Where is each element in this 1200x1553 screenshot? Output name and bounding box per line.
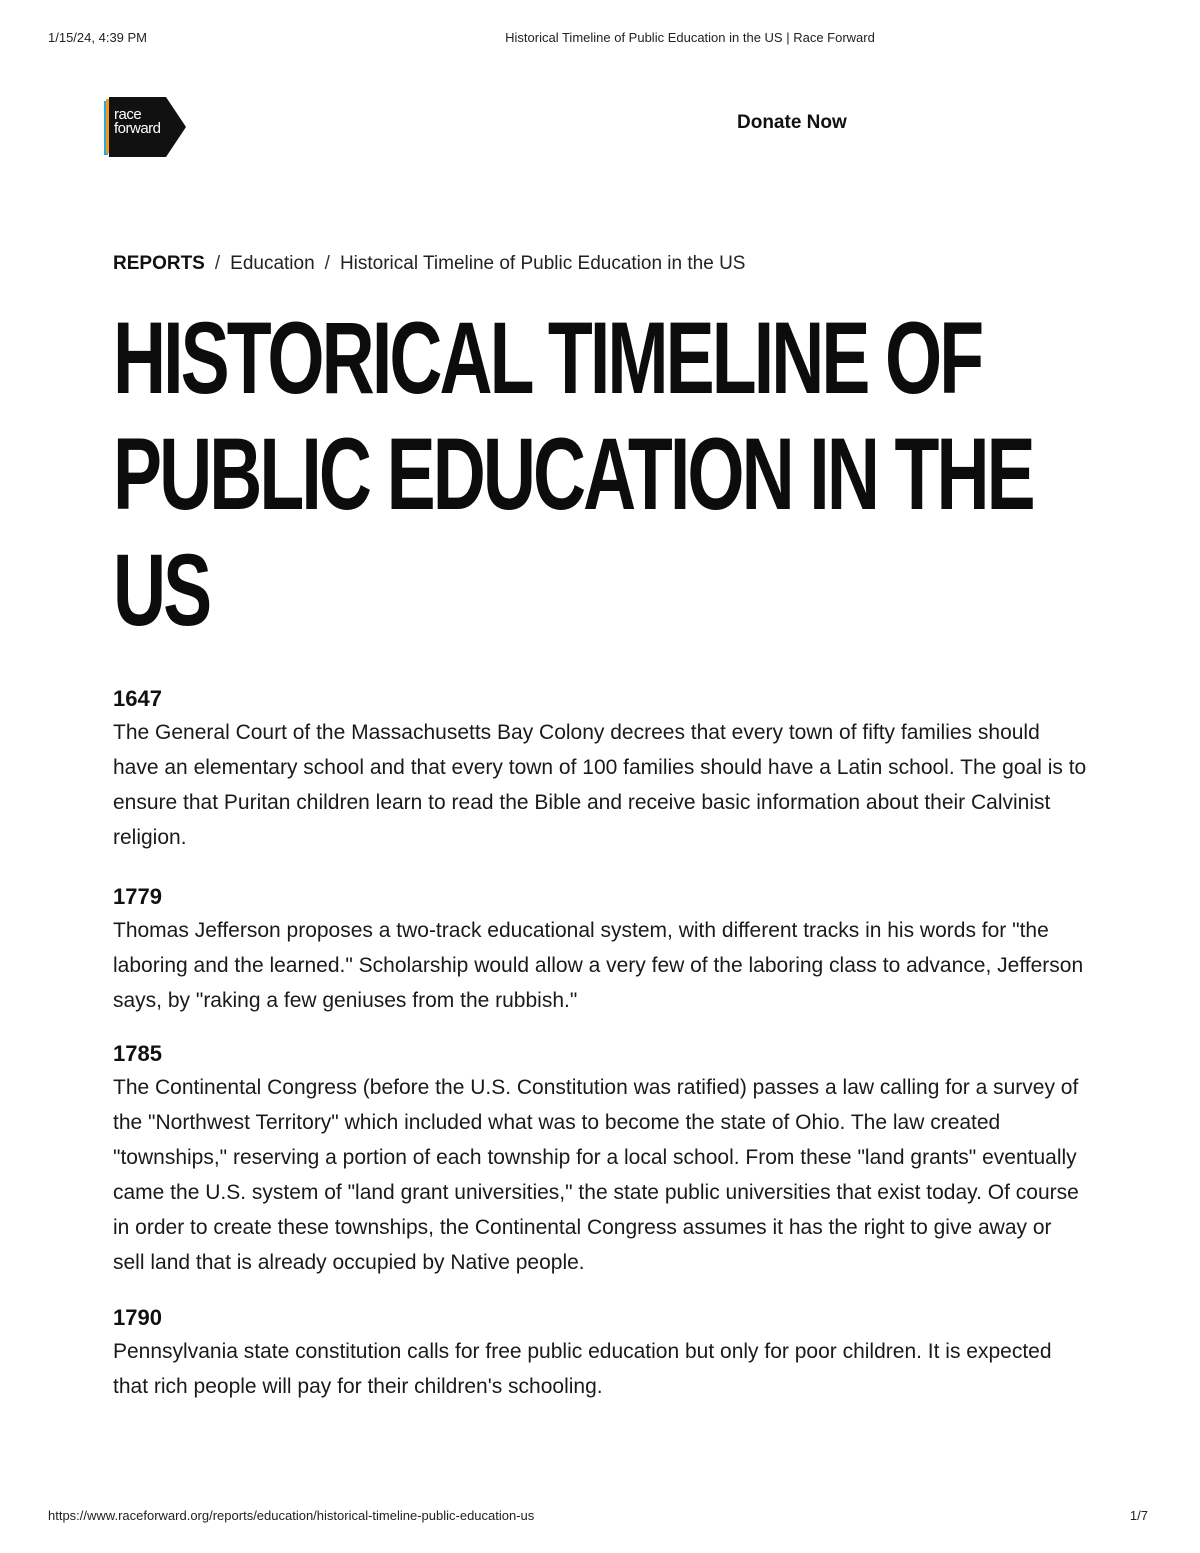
timeline	[113, 685, 1088, 1404]
breadcrumb-reports-link[interactable]: REPORTS	[113, 253, 205, 274]
logo-text-line1: race	[114, 106, 142, 123]
print-header	[0, 30, 1200, 48]
page-title: HISTORICAL TIMELINE OF PUBLIC EDUCATION IN THE US	[113, 301, 1033, 647]
timeline-year: 1790	[113, 1305, 162, 1330]
breadcrumb-separator: /	[324, 253, 330, 274]
logo-text-line2: forward	[114, 120, 161, 137]
timeline-year: 1785	[113, 1041, 162, 1066]
breadcrumb-current: Historical Timeline of Public Education in the US	[339, 253, 746, 274]
timeline-entry	[113, 1040, 1088, 1280]
print-document-title: Historical Timeline of Public Education in the US | Race Forward	[505, 30, 875, 45]
donate-now-link[interactable]: Donate Now	[737, 112, 847, 133]
breadcrumb-separator: /	[214, 253, 221, 274]
logo-wordmark	[114, 108, 161, 136]
race-forward-logo[interactable]	[104, 97, 188, 157]
print-footer	[0, 1508, 1200, 1526]
timeline-year: 1779	[113, 884, 162, 909]
timeline-year: 1647	[113, 686, 162, 711]
timeline-description: The Continental Congress (before the U.S. Constitution was ratified) passes a law calling for a survey of the "Northwest Territory" which included what was to become the state of Ohio. The law created "townships," reserving a portion of each township for a local school. From these "land grants" eventually came the U.S. system of "land grant universities," the state public universities that exist today. Of course in order to create these townships, the Continental Congress assumes it has the right to give away or sell land that is already occupied by Native people.	[113, 1076, 1079, 1274]
timeline-description: Thomas Jefferson proposes a two-track educational system, with different tracks in his words for "the laboring and the learned." Scholarship would allow a very few of the laboring class to advance, Jefferson says, by "raking a few geniuses from the rubbish."	[113, 919, 1084, 1012]
timeline-description: Pennsylvania state constitution calls for free public education but only for poor children. It is expected that rich people will pay for their children's schooling.	[113, 1340, 1052, 1398]
timeline-description: The General Court of the Massachusetts Bay Colony decrees that every town of fifty families should have an elementary school and that every town of 100 families should have a Latin school. The goal is to ensure that Puritan children learn to read the Bible and receive basic information about their Calvinist religion.	[113, 721, 1087, 849]
breadcrumb-education-link[interactable]: Education	[230, 253, 315, 274]
print-url: https://www.raceforward.org/reports/education/historical-timeline-public-education-us	[48, 1508, 535, 1523]
timeline-entry	[113, 883, 1088, 1018]
breadcrumb	[113, 253, 745, 275]
print-datetime: 1/15/24, 4:39 PM	[48, 30, 148, 45]
timeline-entry	[113, 685, 1088, 855]
timeline-entry	[113, 1304, 1088, 1404]
print-page-number: 1/7	[1129, 1508, 1148, 1523]
